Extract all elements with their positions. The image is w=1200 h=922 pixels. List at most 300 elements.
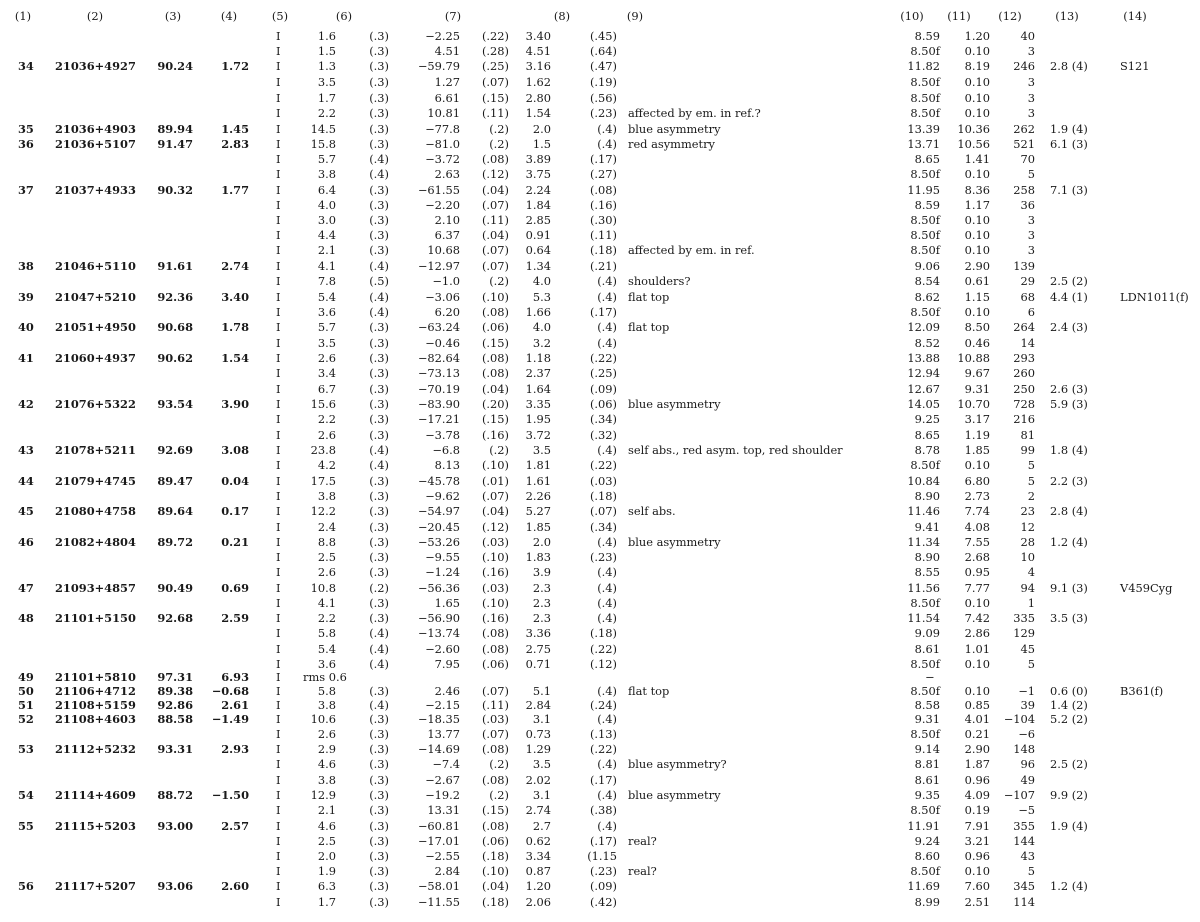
- cell-col10: 8.50f: [910, 458, 940, 472]
- cell-col13: 1.4 (2): [1050, 698, 1088, 712]
- cell-flag: I: [276, 290, 281, 304]
- cell-col12: 28: [1020, 535, 1035, 549]
- cell-flag: I: [276, 727, 281, 741]
- cell-col8: 2.26: [525, 489, 551, 503]
- cell-note: affected by em. in ref.: [628, 243, 755, 257]
- cell-col10: 12.94: [907, 366, 940, 380]
- table-row: [0, 895, 1200, 910]
- column-header-9: (9): [626, 9, 644, 23]
- cell-col12: 23: [1020, 504, 1035, 518]
- cell-note: flat top: [628, 290, 670, 304]
- cell-number: 51: [18, 698, 34, 712]
- cell-col7-err: (.08): [481, 742, 509, 756]
- column-header-1: (1): [14, 9, 32, 23]
- cell-number: 42: [18, 397, 34, 411]
- cell-col11: 0.19: [964, 803, 990, 817]
- table-row: [0, 550, 1200, 565]
- cell-glat: 0.04: [221, 474, 249, 488]
- cell-col8-err: (.23): [589, 106, 617, 120]
- cell-col7: −59.79: [417, 59, 460, 73]
- cell-col6-err: (.3): [369, 122, 389, 136]
- cell-col13: 1.8 (4): [1050, 443, 1088, 457]
- cell-col7-err: (.16): [481, 565, 509, 579]
- cell-col14: B361(f): [1120, 684, 1164, 698]
- cell-col6: 3.5: [317, 75, 336, 89]
- cell-col7: −14.69: [417, 742, 460, 756]
- cell-glon: 89.72: [157, 535, 193, 549]
- cell-flag: I: [276, 259, 281, 273]
- cell-col10: 13.71: [907, 137, 940, 151]
- cell-note: blue asymmetry: [628, 397, 721, 411]
- cell-col6-err: (.2): [369, 581, 389, 595]
- cell-col7: −53.26: [417, 535, 460, 549]
- cell-col7: 13.31: [427, 803, 460, 817]
- cell-col12: 3: [1027, 213, 1035, 227]
- cell-col13: 6.1 (3): [1050, 137, 1088, 151]
- cell-col7: −60.81: [417, 819, 460, 833]
- cell-col7-err: (.07): [481, 684, 509, 698]
- cell-col6-err: (.3): [369, 382, 389, 396]
- table-row: [0, 757, 1200, 772]
- table-row: [0, 428, 1200, 443]
- cell-col7-err: (.08): [481, 305, 509, 319]
- table-row: [0, 788, 1200, 803]
- cell-col6: 3.8: [317, 773, 336, 787]
- cell-col8-err: (.12): [589, 657, 617, 671]
- table-row: [0, 152, 1200, 167]
- cell-col11: 7.91: [964, 819, 990, 833]
- cell-col8: 2.0: [532, 535, 551, 549]
- cell-col11: 3.17: [964, 412, 990, 426]
- cell-col12: 5: [1027, 458, 1035, 472]
- cell-flag: I: [276, 550, 281, 564]
- cell-col8-err: (.17): [589, 834, 617, 848]
- cell-col10: 8.90: [914, 550, 940, 564]
- table-row: [0, 366, 1200, 381]
- cell-col8-err: (.47): [589, 59, 617, 73]
- cell-col13: 1.2 (4): [1050, 535, 1088, 549]
- table-row: [0, 642, 1200, 657]
- cell-col11: 0.21: [964, 727, 990, 741]
- cell-col6-err: (.5): [369, 274, 389, 288]
- cell-col10: 9.09: [914, 626, 940, 640]
- cell-glon: 89.94: [157, 122, 193, 136]
- cell-col10: 8.52: [914, 336, 940, 350]
- cell-col8-err: (.19): [589, 75, 617, 89]
- cell-col8-err: (.4): [597, 443, 617, 457]
- cell-glon: 93.06: [157, 879, 193, 893]
- cell-col13: 9.9 (2): [1050, 788, 1088, 802]
- cell-col6: 2.9: [317, 742, 336, 756]
- cell-col6-err: (.3): [369, 489, 389, 503]
- cell-col7: −54.97: [417, 504, 460, 518]
- cell-col10: 8.50f: [910, 91, 940, 105]
- cell-number: 55: [18, 819, 34, 833]
- cell-col6: 2.1: [317, 803, 336, 817]
- cell-col11: 8.36: [964, 183, 990, 197]
- cell-col10: 8.81: [914, 757, 940, 771]
- cell-note: real?: [628, 864, 657, 878]
- cell-col11: 2.86: [964, 626, 990, 640]
- cell-col8-err: (.38): [589, 803, 617, 817]
- cell-number: 40: [18, 320, 34, 334]
- cell-col7-err: (.10): [481, 596, 509, 610]
- cell-col13: 1.9 (4): [1050, 122, 1088, 136]
- cell-col6-err: (.3): [369, 75, 389, 89]
- cell-name: 21093+4857: [55, 581, 136, 595]
- cell-col6: 4.4: [317, 228, 336, 242]
- cell-col8: 1.18: [525, 351, 551, 365]
- table-row: [0, 412, 1200, 427]
- cell-col6-err: (.3): [369, 320, 389, 334]
- column-header-2: (2): [86, 9, 104, 23]
- cell-col12: 521: [1013, 137, 1035, 151]
- cell-col7: 6.20: [434, 305, 460, 319]
- table-row: [0, 259, 1200, 274]
- cell-col7: −9.62: [425, 489, 460, 503]
- cell-col7: −1.24: [425, 565, 460, 579]
- cell-col12: 728: [1013, 397, 1035, 411]
- cell-col12: 293: [1013, 351, 1035, 365]
- table-row: [0, 698, 1200, 713]
- cell-col7-err: (.15): [481, 91, 509, 105]
- cell-col12: 335: [1013, 611, 1035, 625]
- cell-col10: 8.50f: [910, 213, 940, 227]
- cell-col6: 1.9: [317, 864, 336, 878]
- cell-col6: 8.8: [317, 535, 336, 549]
- cell-col8-err: (.22): [589, 742, 617, 756]
- cell-col8-err: (.17): [589, 152, 617, 166]
- cell-col7-err: (.03): [481, 581, 509, 595]
- cell-col12: 68: [1020, 290, 1035, 304]
- cell-col11: 7.74: [964, 504, 990, 518]
- cell-col8-err: (.23): [589, 550, 617, 564]
- cell-number: 46: [18, 535, 34, 549]
- cell-col11: 4.08: [964, 520, 990, 534]
- cell-col6: 2.2: [317, 611, 336, 625]
- cell-col12: 355: [1013, 819, 1035, 833]
- cell-col11: 1.19: [964, 428, 990, 442]
- cell-flag: I: [276, 670, 281, 684]
- cell-col7: −18.35: [417, 712, 460, 726]
- cell-col8-err: (.4): [597, 320, 617, 334]
- cell-col12: 144: [1013, 834, 1035, 848]
- cell-glon: 91.61: [157, 259, 193, 273]
- cell-col6-err: (.3): [369, 336, 389, 350]
- cell-col7: −19.2: [425, 788, 460, 802]
- cell-col6-err: (.3): [369, 228, 389, 242]
- cell-glon: 92.86: [157, 698, 193, 712]
- table-row: [0, 565, 1200, 580]
- cell-col8-err: (.22): [589, 642, 617, 656]
- cell-col7: −70.19: [417, 382, 460, 396]
- cell-col8-err: (.4): [597, 535, 617, 549]
- cell-col12: 96: [1020, 757, 1035, 771]
- table-row: [0, 106, 1200, 121]
- cell-col6: 14.5: [310, 122, 336, 136]
- cell-col6: 2.2: [317, 106, 336, 120]
- cell-col12: 262: [1013, 122, 1035, 136]
- cell-col6-err: (.3): [369, 520, 389, 534]
- column-header-14: (14): [1123, 9, 1147, 23]
- cell-col7-err: (.07): [481, 75, 509, 89]
- cell-col12: 3: [1027, 44, 1035, 58]
- cell-col7-err: (.15): [481, 803, 509, 817]
- cell-glat: 0.21: [221, 535, 249, 549]
- cell-col6: 6.3: [317, 879, 336, 893]
- cell-col11: 0.10: [964, 458, 990, 472]
- cell-col7: −56.36: [417, 581, 460, 595]
- cell-glat: 0.69: [221, 581, 249, 595]
- cell-flag: I: [276, 773, 281, 787]
- cell-col11: 4.01: [964, 712, 990, 726]
- cell-col12: 45: [1020, 642, 1035, 656]
- cell-col12: 81: [1020, 428, 1035, 442]
- cell-col8: 3.16: [525, 59, 551, 73]
- cell-col12: 14: [1020, 336, 1035, 350]
- cell-col11: 10.88: [957, 351, 990, 365]
- cell-col6: 4.1: [317, 596, 336, 610]
- cell-col7-err: (.18): [481, 895, 509, 909]
- cell-col6-err: (.4): [369, 458, 389, 472]
- cell-col6: 4.2: [317, 458, 336, 472]
- cell-col7: −63.24: [417, 320, 460, 334]
- cell-col7: −2.55: [425, 849, 460, 863]
- cell-col14: LDN1011(f): [1120, 290, 1189, 304]
- cell-flag: I: [276, 167, 281, 181]
- cell-col11: 2.73: [964, 489, 990, 503]
- cell-col10: −: [925, 670, 935, 684]
- cell-name: 21076+5322: [55, 397, 136, 411]
- cell-note: blue asymmetry?: [628, 757, 727, 771]
- cell-col8: 1.64: [525, 382, 551, 396]
- cell-col7-err: (.08): [481, 819, 509, 833]
- cell-col11: 0.85: [964, 698, 990, 712]
- table-row: [0, 320, 1200, 335]
- cell-flag: I: [276, 243, 281, 257]
- cell-col7: 1.27: [434, 75, 460, 89]
- cell-col12: 246: [1013, 59, 1035, 73]
- table-row: [0, 443, 1200, 458]
- table-row: [0, 458, 1200, 473]
- cell-col10: 8.50f: [910, 305, 940, 319]
- cell-col8-err: (.4): [597, 596, 617, 610]
- cell-col6: 3.6: [317, 305, 336, 319]
- cell-col7: −17.21: [417, 412, 460, 426]
- cell-col10: 8.50f: [910, 167, 940, 181]
- cell-col8: 1.34: [525, 259, 551, 273]
- cell-col8: 2.0: [532, 122, 551, 136]
- cell-col12: 49: [1020, 773, 1035, 787]
- cell-col6: 2.6: [317, 428, 336, 442]
- cell-col14: S121: [1120, 59, 1150, 73]
- cell-flag: I: [276, 474, 281, 488]
- cell-col6-err: (.3): [369, 366, 389, 380]
- cell-flag: I: [276, 274, 281, 288]
- cell-col8: 3.5: [532, 757, 551, 771]
- cell-col7: −83.90: [417, 397, 460, 411]
- cell-name: 21114+4609: [55, 788, 136, 802]
- cell-col12: 43: [1020, 849, 1035, 863]
- cell-col7-err: (.11): [481, 213, 509, 227]
- cell-flag: I: [276, 213, 281, 227]
- cell-col6-err: (.3): [369, 183, 389, 197]
- cell-col13: 5.9 (3): [1050, 397, 1088, 411]
- cell-col7-err: (.04): [481, 504, 509, 518]
- cell-col6-err: (.3): [369, 474, 389, 488]
- cell-glat: −0.68: [211, 684, 249, 698]
- cell-col11: 0.10: [964, 684, 990, 698]
- cell-col7: −2.20: [425, 198, 460, 212]
- cell-col11: 0.10: [964, 106, 990, 120]
- cell-col10: 8.65: [914, 428, 940, 442]
- cell-name: 21080+4758: [55, 504, 136, 518]
- cell-col6-err: (.3): [369, 243, 389, 257]
- cell-col7-err: (.08): [481, 626, 509, 640]
- cell-col6: 3.6: [317, 657, 336, 671]
- cell-col7-err: (.07): [481, 489, 509, 503]
- cell-col12: 139: [1013, 259, 1035, 273]
- cell-col13: 7.1 (3): [1050, 183, 1088, 197]
- cell-number: 45: [18, 504, 34, 518]
- cell-col8: 1.29: [525, 742, 551, 756]
- cell-number: 44: [18, 474, 34, 488]
- cell-col8-err: (.4): [597, 757, 617, 771]
- cell-col8-err: (.22): [589, 458, 617, 472]
- cell-col6: 5.7: [317, 320, 336, 334]
- cell-col6-err: (.3): [369, 773, 389, 787]
- cell-col7: −0.46: [425, 336, 460, 350]
- cell-col6: 1.3: [317, 59, 336, 73]
- cell-flag: I: [276, 879, 281, 893]
- cell-col6-err: (.3): [369, 849, 389, 863]
- cell-col12: 345: [1013, 879, 1035, 893]
- table-row: [0, 803, 1200, 818]
- cell-flag: I: [276, 428, 281, 442]
- cell-col10: 10.84: [907, 474, 940, 488]
- cell-col7-err: (.11): [481, 106, 509, 120]
- cell-col8: 3.5: [532, 443, 551, 457]
- cell-col11: 9.31: [964, 382, 990, 396]
- cell-col6-err: (.3): [369, 684, 389, 698]
- cell-col6: 2.5: [317, 834, 336, 848]
- cell-flag: I: [276, 642, 281, 656]
- cell-col8-err: (.4): [597, 684, 617, 698]
- cell-col11: 2.68: [964, 550, 990, 564]
- cell-name: 21051+4950: [55, 320, 136, 334]
- table-row: [0, 504, 1200, 519]
- cell-col6: 5.4: [317, 290, 336, 304]
- cell-col8-err: (.23): [589, 864, 617, 878]
- cell-flag: I: [276, 819, 281, 833]
- cell-col12: 36: [1020, 198, 1035, 212]
- cell-col6-err: (.3): [369, 864, 389, 878]
- cell-col6: 15.8: [310, 137, 336, 151]
- cell-col6: 7.8: [317, 274, 336, 288]
- cell-col11: 0.10: [964, 228, 990, 242]
- cell-col8-err: (.4): [597, 122, 617, 136]
- table-row: [0, 382, 1200, 397]
- cell-col11: 0.95: [964, 565, 990, 579]
- cell-col10: 8.50f: [910, 75, 940, 89]
- cell-col7-err: (.03): [481, 712, 509, 726]
- cell-number: 54: [18, 788, 34, 802]
- cell-col13: 2.4 (3): [1050, 320, 1088, 334]
- cell-name: 21079+4745: [55, 474, 136, 488]
- table-row: [0, 819, 1200, 834]
- cell-col7: −58.01: [417, 879, 460, 893]
- cell-number: 52: [18, 712, 34, 726]
- cell-col6-err: (.3): [369, 611, 389, 625]
- table-row: [0, 849, 1200, 864]
- cell-col10: 11.34: [907, 535, 940, 549]
- cell-col8-err: (.4): [597, 565, 617, 579]
- cell-note: blue asymmetry: [628, 788, 721, 802]
- cell-col11: 2.90: [964, 742, 990, 756]
- cell-col11: 0.61: [964, 274, 990, 288]
- cell-flag: I: [276, 412, 281, 426]
- cell-col7-err: (.04): [481, 228, 509, 242]
- cell-glon: 93.00: [157, 819, 193, 833]
- cell-note: blue asymmetry: [628, 535, 721, 549]
- cell-col10: 14.05: [907, 397, 940, 411]
- cell-name: 21036+4927: [55, 59, 136, 73]
- cell-col11: 1.17: [964, 198, 990, 212]
- cell-note: blue asymmetry: [628, 122, 721, 136]
- cell-col10: 9.06: [914, 259, 940, 273]
- table-row: [0, 198, 1200, 213]
- cell-col8: 0.73: [525, 727, 551, 741]
- cell-col6: 4.6: [317, 819, 336, 833]
- cell-flag: I: [276, 834, 281, 848]
- cell-col8-err: (.4): [597, 712, 617, 726]
- cell-col10: 8.50f: [910, 657, 940, 671]
- cell-col8: 4.51: [525, 44, 551, 58]
- cell-col7-err: (.15): [481, 412, 509, 426]
- cell-col8: 3.1: [532, 712, 551, 726]
- cell-col6: 3.4: [317, 366, 336, 380]
- cell-col6: 10.8: [310, 581, 336, 595]
- cell-flag: I: [276, 742, 281, 756]
- cell-name: 21117+5207: [55, 879, 136, 893]
- cell-glon: 92.36: [157, 290, 193, 304]
- cell-col8-err: (.25): [589, 366, 617, 380]
- cell-col10: 8.90: [914, 489, 940, 503]
- cell-col11: 1.87: [964, 757, 990, 771]
- cell-col7-err: (.2): [489, 137, 509, 151]
- cell-col8: 3.75: [525, 167, 551, 181]
- cell-col7-err: (.11): [481, 698, 509, 712]
- cell-name: 21108+5159: [55, 698, 136, 712]
- cell-col7: 8.13: [434, 458, 460, 472]
- cell-col6: rms 0.6: [303, 670, 347, 684]
- cell-flag: I: [276, 803, 281, 817]
- cell-col6: 15.6: [310, 397, 336, 411]
- cell-col11: 0.10: [964, 657, 990, 671]
- cell-flag: I: [276, 581, 281, 595]
- cell-number: 35: [18, 122, 34, 136]
- cell-col7-err: (.12): [481, 520, 509, 534]
- table-row: [0, 243, 1200, 258]
- cell-col8-err: (.56): [589, 91, 617, 105]
- cell-col12: 94: [1020, 581, 1035, 595]
- cell-col7-err: (.15): [481, 336, 509, 350]
- cell-col6-err: (.3): [369, 412, 389, 426]
- table-row: [0, 535, 1200, 550]
- cell-flag: I: [276, 864, 281, 878]
- cell-col8: 1.66: [525, 305, 551, 319]
- cell-col7: 7.95: [434, 657, 460, 671]
